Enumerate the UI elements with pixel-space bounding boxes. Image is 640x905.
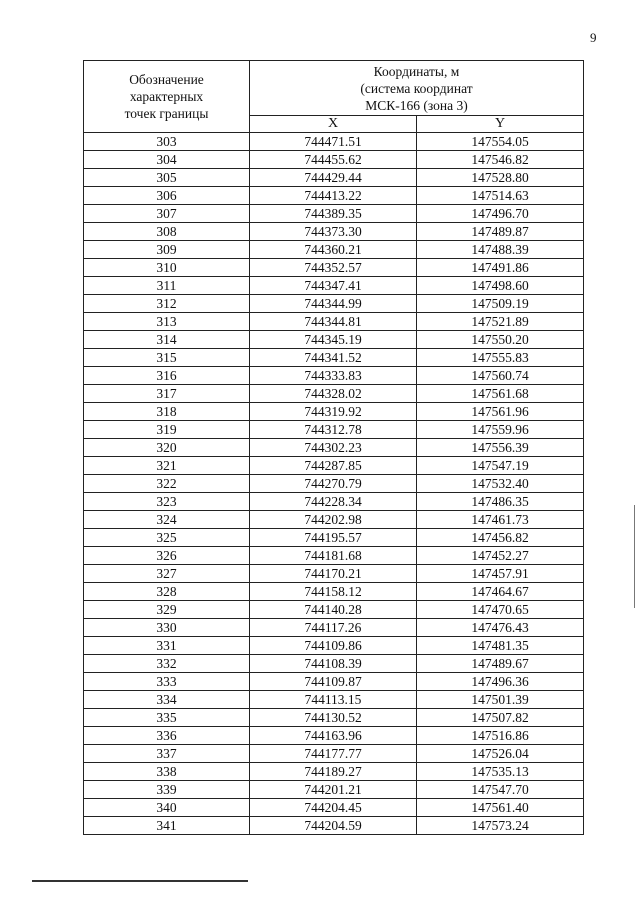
- x-coordinate-cell: 744333.83: [250, 367, 417, 385]
- x-coordinate-cell: 744108.39: [250, 655, 417, 673]
- point-cell: 321: [84, 457, 250, 475]
- table-body: [84, 133, 584, 835]
- table-row: [84, 727, 584, 745]
- y-coordinate-cell: 147546.82: [417, 151, 584, 169]
- x-coordinate-cell: 744202.98: [250, 511, 417, 529]
- table-row: [84, 349, 584, 367]
- point-cell: 310: [84, 259, 250, 277]
- y-coordinate-cell: 147561.96: [417, 403, 584, 421]
- point-cell: 307: [84, 205, 250, 223]
- y-coordinate-cell: 147547.19: [417, 457, 584, 475]
- point-cell: 329: [84, 601, 250, 619]
- y-coordinate-cell: 147464.67: [417, 583, 584, 601]
- y-coordinate-cell: 147573.24: [417, 817, 584, 835]
- point-cell: 313: [84, 313, 250, 331]
- point-cell: 326: [84, 547, 250, 565]
- table-row: [84, 187, 584, 205]
- y-coordinate-cell: 147507.82: [417, 709, 584, 727]
- table-row: [84, 367, 584, 385]
- x-coordinate-cell: 744163.96: [250, 727, 417, 745]
- table-row: [84, 817, 584, 835]
- y-coordinate-cell: 147556.39: [417, 439, 584, 457]
- table-row: [84, 133, 584, 151]
- point-cell: 314: [84, 331, 250, 349]
- coords-header-line: Координаты, м: [373, 63, 460, 79]
- x-coordinate-cell: 744455.62: [250, 151, 417, 169]
- table-row: [84, 763, 584, 781]
- points-header-line: Обозначение: [129, 72, 204, 87]
- table-row: [84, 511, 584, 529]
- x-coordinate-cell: 744360.21: [250, 241, 417, 259]
- page-number: 9: [590, 30, 597, 45]
- x-coordinate-cell: 744170.21: [250, 565, 417, 583]
- y-coordinate-cell: 147535.13: [417, 763, 584, 781]
- x-coordinate-cell: 744140.28: [250, 601, 417, 619]
- table-row: [84, 565, 584, 583]
- y-coordinate-cell: 147457.91: [417, 565, 584, 583]
- table-row: [84, 403, 584, 421]
- table-row: [84, 457, 584, 475]
- y-coordinate-cell: 147561.68: [417, 385, 584, 403]
- x-coordinate-cell: 744181.68: [250, 547, 417, 565]
- table-row: [84, 259, 584, 277]
- table-row: [84, 223, 584, 241]
- point-cell: 338: [84, 763, 250, 781]
- x-coordinate-cell: 744113.15: [250, 691, 417, 709]
- y-coordinate-cell: 147526.04: [417, 745, 584, 763]
- point-cell: 319: [84, 421, 250, 439]
- table-row: [84, 385, 584, 403]
- point-cell: 309: [84, 241, 250, 259]
- y-coordinate-cell: 147501.39: [417, 691, 584, 709]
- point-cell: 335: [84, 709, 250, 727]
- y-coordinate-cell: 147528.80: [417, 169, 584, 187]
- table-row: [84, 277, 584, 295]
- table-row: [84, 439, 584, 457]
- table-row: [84, 691, 584, 709]
- table-row: [84, 205, 584, 223]
- coordinates-table: [83, 60, 584, 835]
- table-row: [84, 313, 584, 331]
- x-coordinate-cell: 744389.35: [250, 205, 417, 223]
- y-coordinate-cell: 147488.39: [417, 241, 584, 259]
- scan-edge-mark: [634, 505, 635, 608]
- table-row: [84, 673, 584, 691]
- point-cell: 308: [84, 223, 250, 241]
- table-row: [84, 421, 584, 439]
- coords-header-line: (система координат: [360, 80, 473, 96]
- point-cell: 327: [84, 565, 250, 583]
- x-column-header: X: [250, 116, 417, 133]
- x-coordinate-cell: 744201.21: [250, 781, 417, 799]
- x-coordinate-cell: 744109.86: [250, 637, 417, 655]
- y-coordinate-cell: 147550.20: [417, 331, 584, 349]
- y-coordinate-cell: 147516.86: [417, 727, 584, 745]
- table-row: [84, 637, 584, 655]
- y-coordinate-cell: 147554.05: [417, 133, 584, 151]
- x-coordinate-cell: 744130.52: [250, 709, 417, 727]
- x-coordinate-cell: 744312.78: [250, 421, 417, 439]
- points-header-line: характерных: [129, 89, 204, 104]
- x-coordinate-cell: 744189.27: [250, 763, 417, 781]
- y-coordinate-cell: 147461.73: [417, 511, 584, 529]
- x-coordinate-cell: 744347.41: [250, 277, 417, 295]
- table-row: [84, 781, 584, 799]
- x-coordinate-cell: 744429.44: [250, 169, 417, 187]
- points-header-line: точек границы: [124, 106, 209, 121]
- table-header-row: [84, 61, 584, 116]
- y-coordinate-cell: 147559.96: [417, 421, 584, 439]
- x-coordinate-cell: 744302.23: [250, 439, 417, 457]
- point-cell: 305: [84, 169, 250, 187]
- x-coordinate-cell: 744352.57: [250, 259, 417, 277]
- point-cell: 324: [84, 511, 250, 529]
- y-coordinate-cell: 147560.74: [417, 367, 584, 385]
- x-coordinate-cell: 744328.02: [250, 385, 417, 403]
- y-coordinate-cell: 147489.67: [417, 655, 584, 673]
- y-coordinate-cell: 147470.65: [417, 601, 584, 619]
- x-coordinate-cell: 744345.19: [250, 331, 417, 349]
- x-coordinate-cell: 744413.22: [250, 187, 417, 205]
- table-row: [84, 799, 584, 817]
- table-row: [84, 475, 584, 493]
- table-row: [84, 529, 584, 547]
- y-coordinate-cell: 147521.89: [417, 313, 584, 331]
- y-coordinate-cell: 147489.87: [417, 223, 584, 241]
- points-column-header: [84, 61, 250, 133]
- table-row: [84, 169, 584, 187]
- y-coordinate-cell: 147561.40: [417, 799, 584, 817]
- x-coordinate-cell: 744344.81: [250, 313, 417, 331]
- y-coordinate-cell: 147496.36: [417, 673, 584, 691]
- table-row: [84, 295, 584, 313]
- point-cell: 322: [84, 475, 250, 493]
- table-row: [84, 547, 584, 565]
- y-coordinate-cell: 147486.35: [417, 493, 584, 511]
- x-coordinate-cell: 744204.59: [250, 817, 417, 835]
- x-coordinate-cell: 744287.85: [250, 457, 417, 475]
- x-coordinate-cell: 744319.92: [250, 403, 417, 421]
- x-coordinate-cell: 744228.34: [250, 493, 417, 511]
- point-cell: 320: [84, 439, 250, 457]
- table-row: [84, 583, 584, 601]
- point-cell: 315: [84, 349, 250, 367]
- table-row: [84, 493, 584, 511]
- x-coordinate-cell: 744270.79: [250, 475, 417, 493]
- point-cell: 339: [84, 781, 250, 799]
- x-coordinate-cell: 744158.12: [250, 583, 417, 601]
- x-coordinate-cell: 744195.57: [250, 529, 417, 547]
- y-coordinate-cell: 147452.27: [417, 547, 584, 565]
- point-cell: 328: [84, 583, 250, 601]
- point-cell: 341: [84, 817, 250, 835]
- point-cell: 337: [84, 745, 250, 763]
- x-coordinate-cell: 744373.30: [250, 223, 417, 241]
- point-cell: 340: [84, 799, 250, 817]
- table-row: [84, 619, 584, 637]
- point-cell: 318: [84, 403, 250, 421]
- point-cell: 336: [84, 727, 250, 745]
- y-coordinate-cell: 147555.83: [417, 349, 584, 367]
- y-coordinate-cell: 147476.43: [417, 619, 584, 637]
- table-row: [84, 241, 584, 259]
- y-coordinate-cell: 147498.60: [417, 277, 584, 295]
- point-cell: 306: [84, 187, 250, 205]
- x-coordinate-cell: 744341.52: [250, 349, 417, 367]
- point-cell: 331: [84, 637, 250, 655]
- point-cell: 311: [84, 277, 250, 295]
- x-coordinate-cell: 744117.26: [250, 619, 417, 637]
- table-row: [84, 709, 584, 727]
- y-coordinate-cell: 147491.86: [417, 259, 584, 277]
- point-cell: 332: [84, 655, 250, 673]
- y-coordinate-cell: 147514.63: [417, 187, 584, 205]
- point-cell: 333: [84, 673, 250, 691]
- footer-rule: [32, 880, 248, 882]
- x-coordinate-cell: 744204.45: [250, 799, 417, 817]
- y-coordinate-cell: 147496.70: [417, 205, 584, 223]
- x-coordinate-cell: 744109.87: [250, 673, 417, 691]
- x-coordinate-cell: 744344.99: [250, 295, 417, 313]
- point-cell: 325: [84, 529, 250, 547]
- point-cell: 317: [84, 385, 250, 403]
- x-coordinate-cell: 744177.77: [250, 745, 417, 763]
- point-cell: 303: [84, 133, 250, 151]
- y-coordinate-cell: 147481.35: [417, 637, 584, 655]
- point-cell: 316: [84, 367, 250, 385]
- table-row: [84, 601, 584, 619]
- y-column-header: Y: [417, 116, 584, 133]
- table-row: [84, 745, 584, 763]
- point-cell: 330: [84, 619, 250, 637]
- table-row: [84, 331, 584, 349]
- coordinates-column-header: [250, 61, 584, 116]
- point-cell: 312: [84, 295, 250, 313]
- y-coordinate-cell: 147532.40: [417, 475, 584, 493]
- y-coordinate-cell: 147547.70: [417, 781, 584, 799]
- point-cell: 334: [84, 691, 250, 709]
- table-row: [84, 655, 584, 673]
- y-coordinate-cell: 147456.82: [417, 529, 584, 547]
- x-coordinate-cell: 744471.51: [250, 133, 417, 151]
- point-cell: 323: [84, 493, 250, 511]
- coords-header-line: МСК-166 (зона 3): [365, 97, 468, 113]
- point-cell: 304: [84, 151, 250, 169]
- y-coordinate-cell: 147509.19: [417, 295, 584, 313]
- table-row: [84, 151, 584, 169]
